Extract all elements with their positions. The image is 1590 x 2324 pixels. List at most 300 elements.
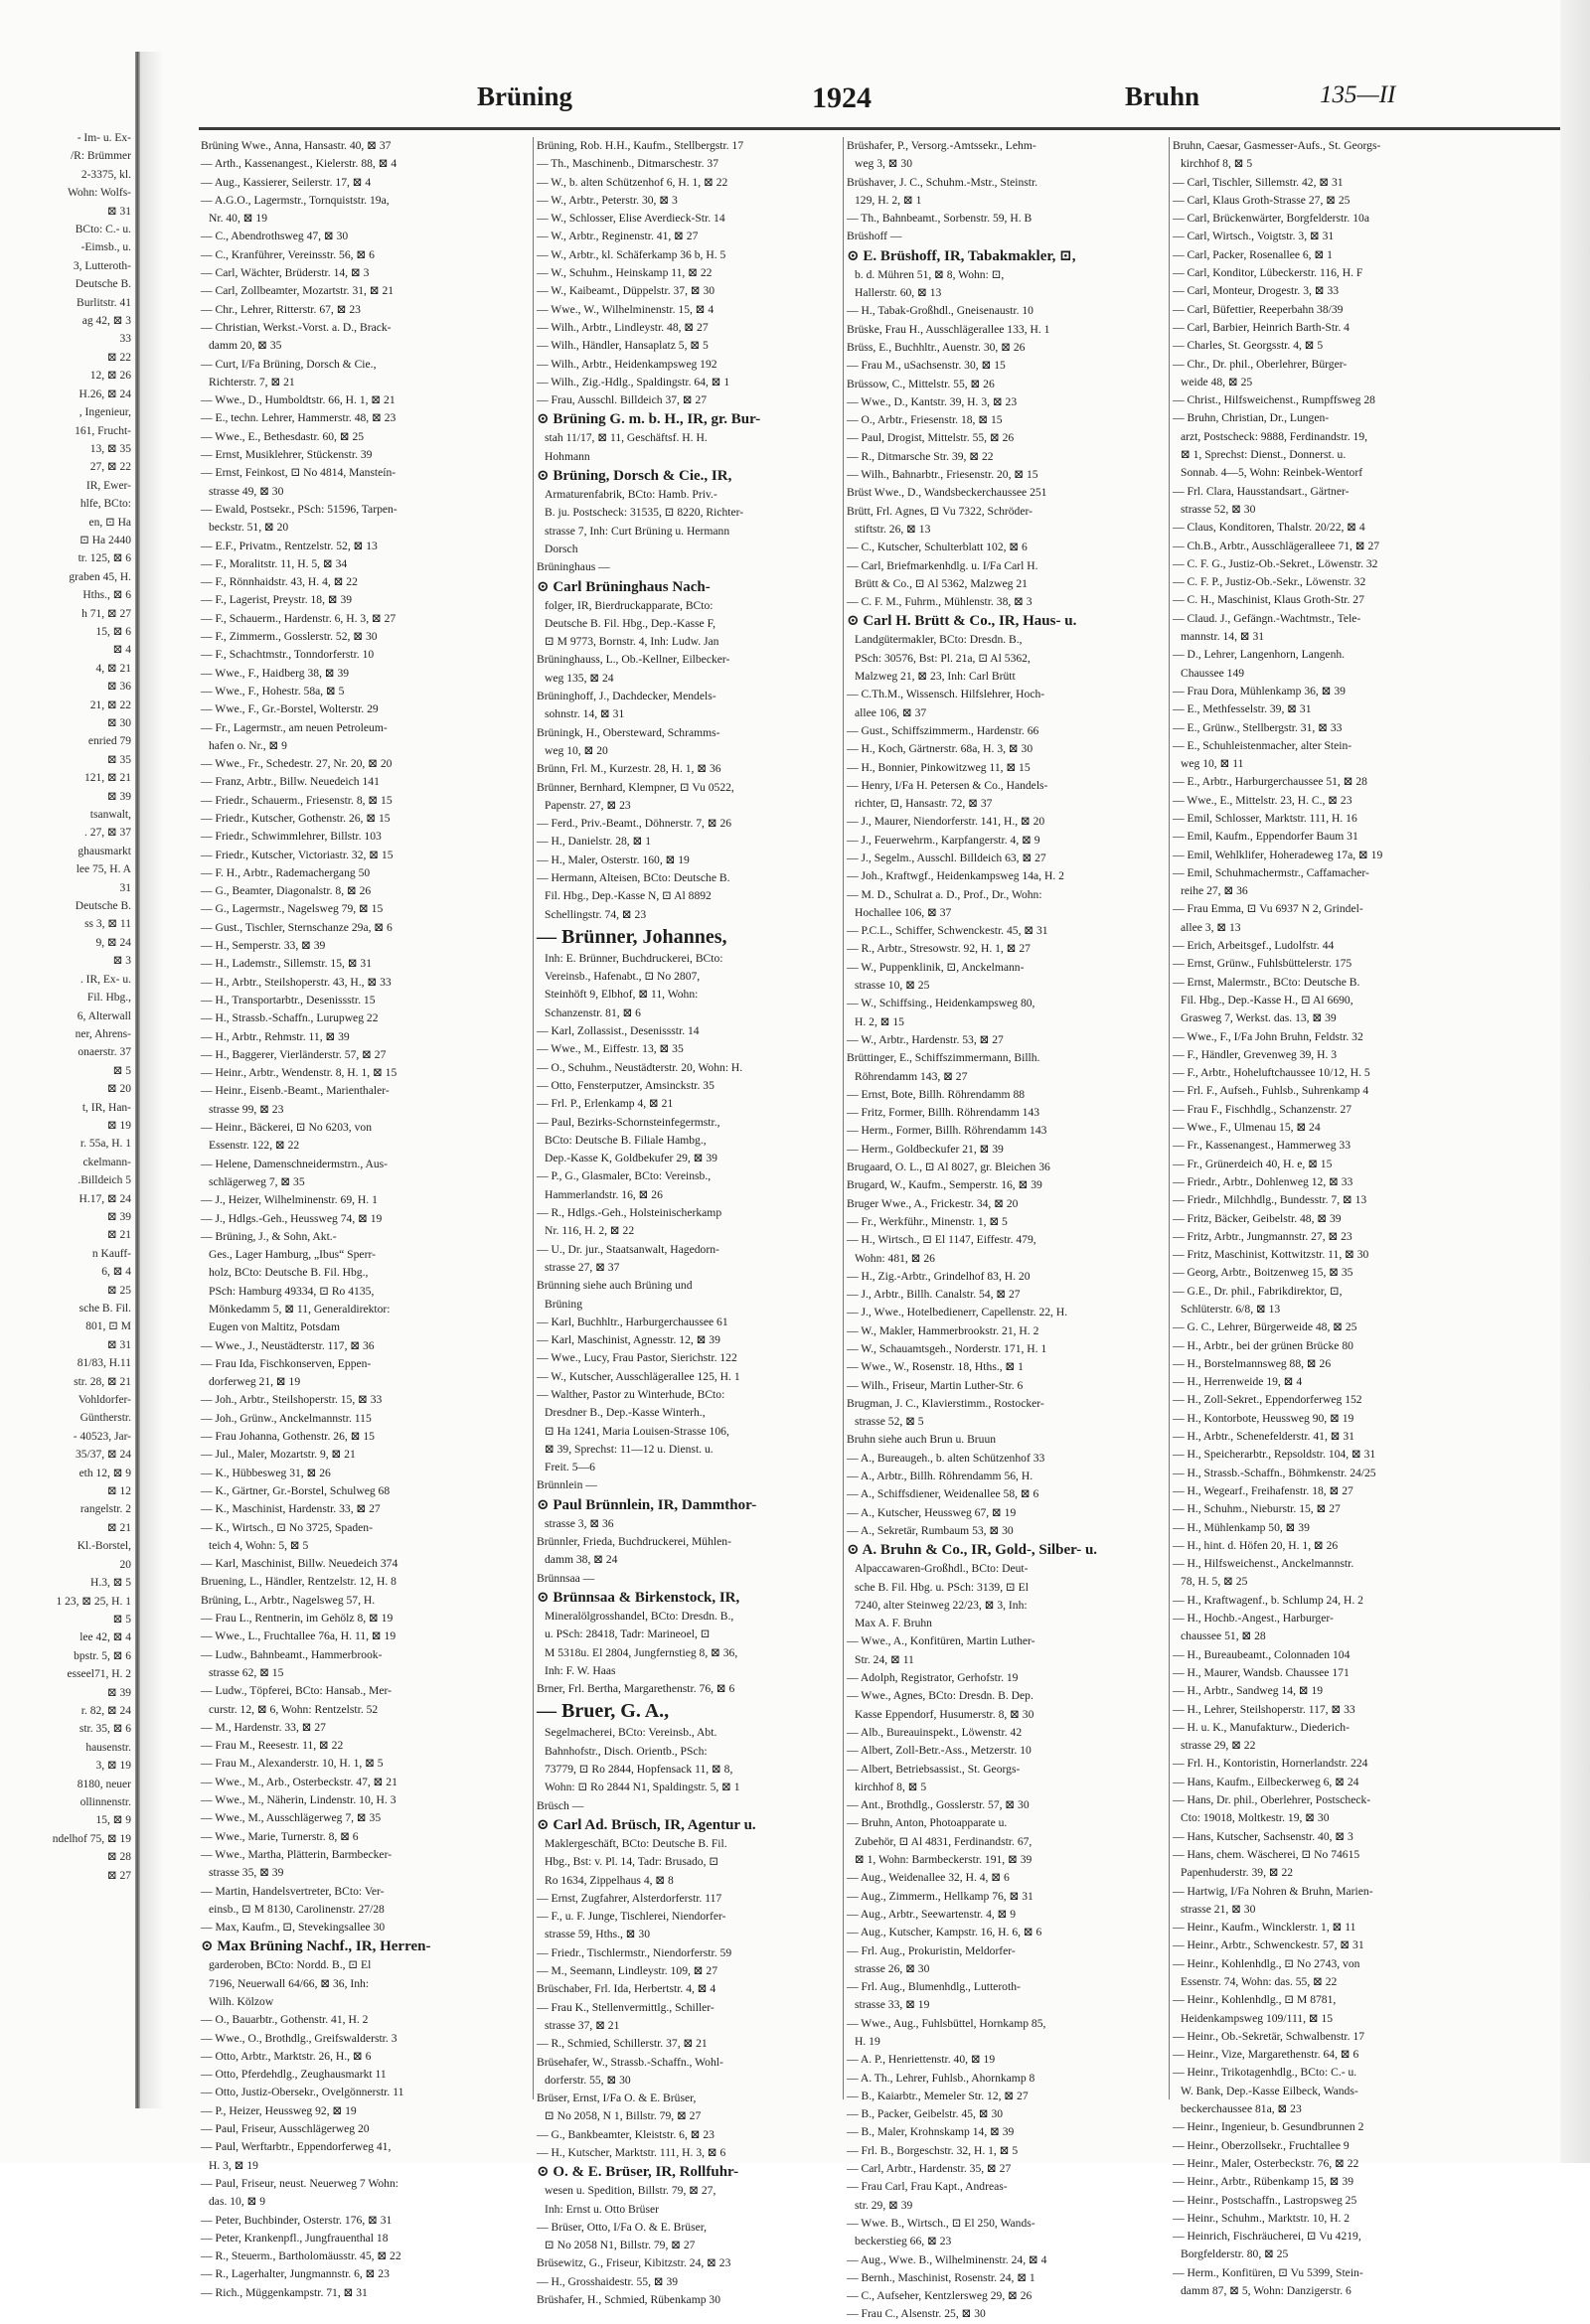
margin-line: H.26, ⊠ 24 bbox=[79, 387, 131, 400]
directory-entry-line: Brüning, Rob. H.H., Kaufm., Stellbergstr. 17 bbox=[537, 139, 744, 152]
directory-entry-line: — Frl. H., Kontoristin, Hornerlandstr. 224 bbox=[1173, 1757, 1368, 1771]
directory-entry-line: Landgütermakler, BCto: Dresdn. B., bbox=[855, 633, 1023, 647]
directory-entry-line: — H., Bureaubeamt., Colonnaden 104 bbox=[1173, 1647, 1351, 1661]
directory-entry-line: ⊙ Max Brüning Nachf., IR, Herren- bbox=[201, 1938, 431, 1955]
directory-entry-line: Brüninghoff, J., Dachdecker, Mendels- bbox=[537, 690, 716, 703]
directory-entry-line: ⊙ Carl H. Brütt & Co., IR, Haus- u. bbox=[847, 613, 1077, 630]
directory-entry-line: — F., Schauerm., Hardenstr. 6, H. 3, ⊠ 27 bbox=[201, 611, 397, 625]
directory-entry-line: Ro 1634, Zippelhaus 4, ⊠ 8 bbox=[545, 1873, 674, 1887]
directory-entry-line: Papenhuderstr. 39, ⊠ 22 bbox=[1181, 1866, 1294, 1880]
directory-entry-line: ⊙ Brüning G. m. b. H., IR, gr. Bur- bbox=[537, 411, 761, 428]
directory-entry-line: — W., Puppenklinik, ⊡, Anckelmann- bbox=[847, 960, 1025, 974]
directory-entry-line: — Henry, I/Fa H. Petersen & Co., Handels- bbox=[847, 778, 1048, 792]
directory-entry-line: Max A. F. Bruhn bbox=[855, 1617, 932, 1630]
directory-entry-line: strasse 21, ⊠ 30 bbox=[1181, 1902, 1256, 1916]
margin-line: H.3, ⊠ 5 bbox=[90, 1577, 131, 1590]
directory-entry-line: — Wwe., L., Fruchtallee 76a, H. 11, ⊠ 19 bbox=[201, 1629, 397, 1643]
directory-entry-line: u. PSch: 28418, Tadr: Marineoel, ⊡ bbox=[545, 1627, 711, 1641]
directory-entry-line: — Frau C., Alsenstr. 25, ⊠ 30 bbox=[847, 2307, 986, 2321]
directory-entry-line: Brütt & Co., ⊡ Al 5362, Malzweg 21 bbox=[855, 576, 1028, 590]
directory-entry-line: W. Bank, Dep.-Kasse Eilbeck, Wands- bbox=[1181, 2084, 1358, 2097]
directory-entry-line: — A., Arbtr., Billh. Röhrendamm 56, H. bbox=[847, 1470, 1034, 1483]
directory-entry-line: — Heinr., Postschaffn., Lastropsweg 25 bbox=[1173, 2193, 1357, 2207]
directory-entry-line: — Ferd., Priv.-Beamt., Döhnerstr. 7, ⊠ 26 bbox=[537, 817, 732, 831]
directory-entry-line: — H., Speicherarbtr., Repsoldstr. 104, ⊠ 31 bbox=[1173, 1448, 1376, 1462]
column-1 bbox=[201, 137, 529, 2299]
directory-entry-line: — Friedr., Milchhdlg., Bundesstr. 7, ⊠ 13 bbox=[1173, 1193, 1367, 1207]
directory-entry-line: — Heinr., Trikotagenhdlg., BCto: C.- u. bbox=[1173, 2066, 1357, 2080]
margin-line: ⊠ 31 bbox=[106, 1338, 131, 1351]
directory-entry-line: — H., Arbtr., bei der grünen Brücke 80 bbox=[1173, 1338, 1353, 1352]
directory-entry-line: — H., Kutscher, Marktstr. 111, H. 3, ⊠ 6 bbox=[537, 2145, 726, 2159]
directory-entry-line: — Wwe., D., Humboldtstr. 66, H. 1, ⊠ 21 bbox=[201, 393, 396, 407]
directory-entry-line: arzt, Postscheck: 9888, Ferdinandstr. 19, bbox=[1181, 429, 1368, 443]
margin-line: 35/37, ⊠ 24 bbox=[76, 1449, 131, 1462]
directory-entry-line: — Hans, Kutscher, Sachsenstr. 40, ⊠ 3 bbox=[1173, 1829, 1353, 1843]
directory-entry-line: Hohmann bbox=[545, 449, 590, 463]
directory-entry-line: — Wwe., E., Bethesdastr. 60, ⊠ 25 bbox=[201, 429, 365, 443]
directory-entry-line: Papenstr. 27, ⊠ 23 bbox=[545, 798, 631, 812]
directory-entry-line: Freit. 5—6 bbox=[545, 1461, 595, 1474]
directory-entry-line: — Aug., Arbtr., Seewartenstr. 4, ⊠ 9 bbox=[847, 1907, 1017, 1921]
directory-entry-line: 7196, Neuerwall 64/66, ⊠ 36, Inh: bbox=[209, 1976, 370, 1990]
directory-entry-line: — J., Arbtr., Billh. Canalstr. 54, ⊠ 27 bbox=[847, 1288, 1021, 1302]
margin-line: ⊠ 4 bbox=[112, 644, 131, 657]
directory-entry-line: Brüsewitz, G., Friseur, Kibitzstr. 24, ⊠ 23 bbox=[537, 2256, 731, 2270]
margin-line: - Im- u. Ex- bbox=[77, 132, 131, 144]
directory-entry-line: — C. H., Maschinist, Klaus Groth-Str. 27 bbox=[1173, 593, 1364, 607]
directory-entry-line: — Franz, Arbtr., Billw. Neuedeich 141 bbox=[201, 775, 380, 789]
directory-entry-line: — B., Kaiarbtr., Memeler Str. 12, ⊠ 27 bbox=[847, 2089, 1029, 2102]
directory-entry-line: — Frau K., Stellenvermittlg., Schiller- bbox=[537, 2000, 715, 2014]
page-number: 135—II bbox=[1320, 81, 1396, 108]
directory-entry-line: — Hans, Kaufm., Eilbeckerweg 6, ⊠ 24 bbox=[1173, 1775, 1359, 1788]
directory-entry-line: Brünner, Bernhard, Klempner, ⊡ Vu 0522, bbox=[537, 780, 734, 794]
margin-line: ss 3, ⊠ 11 bbox=[84, 918, 131, 931]
margin-line: Kl.-Borstel, bbox=[77, 1540, 131, 1553]
directory-entry-line: Brüschaber, Frl. Ida, Herbertstr. 4, ⊠ 4 bbox=[537, 1982, 716, 1996]
directory-entry-line: — K., Hübbesweg 31, ⊠ 26 bbox=[201, 1466, 331, 1479]
directory-entry-line: Fil. Hbg., Dep.-Kasse N, ⊡ Al 8892 bbox=[545, 889, 712, 903]
directory-entry-line: — Paul, Drogist, Mittelstr. 55, ⊠ 26 bbox=[847, 431, 1015, 445]
directory-entry-line: — Frl. B., Borgeschstr. 32, H. 1, ⊠ 5 bbox=[847, 2143, 1019, 2157]
directory-entry-line: strasse 7, Inh: Curt Brüning u. Hermann bbox=[545, 524, 730, 538]
margin-line: ⊠ 36 bbox=[106, 681, 131, 694]
directory-entry-line: — E., techn. Lehrer, Hammerstr. 48, ⊠ 23 bbox=[201, 411, 397, 425]
margin-line: Burlitstr. 41 bbox=[77, 296, 131, 309]
directory-entry-line: Inh: Ernst u. Otto Brüser bbox=[545, 2202, 659, 2216]
margin-line: ⊠ 27 bbox=[106, 1869, 131, 1882]
directory-entry-line: — Hans, Dr. phil., Oberlehrer, Postscheck- bbox=[1173, 1793, 1371, 1807]
directory-entry-line: — Wwe., F., Hohestr. 58a, ⊠ 5 bbox=[201, 684, 345, 697]
directory-entry-line: — Claud. J., Gefängn.-Wachtmstr., Tele- bbox=[1173, 611, 1361, 625]
directory-entry-line: — C. F. G., Justiz-Ob.-Sekret., Löwenstr. 32 bbox=[1173, 556, 1378, 570]
directory-entry-line: ⊠ 1, Wohn: Barmbeckerstr. 191, ⊠ 39 bbox=[855, 1853, 1033, 1867]
directory-entry-line: — W., Arbtr., Reginenstr. 41, ⊠ 27 bbox=[537, 230, 699, 243]
directory-entry-line: — Jul., Maler, Mozartstr. 9, ⊠ 21 bbox=[201, 1448, 356, 1462]
directory-entry-line: — Paul, Friseur, Ausschlägerweg 20 bbox=[201, 2122, 370, 2136]
directory-entry-line: Brüser, Ernst, I/Fa O. & E. Brüser, bbox=[537, 2092, 697, 2105]
directory-entry-line: — Wilh., Arbtr., Lindleystr. 48, ⊠ 27 bbox=[537, 320, 709, 334]
directory-entry-line: Wohn: ⊡ Ro 2844 N1, Spaldingstr. 5, ⊠ 1 bbox=[545, 1781, 740, 1794]
directory-entry-line: Chaussee 149 bbox=[1181, 666, 1245, 680]
directory-entry-line: — Wwe., F., Haidberg 38, ⊠ 39 bbox=[201, 666, 350, 680]
margin-line: ⊠ 20 bbox=[106, 1083, 131, 1096]
directory-entry-line: dorferstr. 55, ⊠ 30 bbox=[545, 2073, 631, 2087]
directory-entry-line: weg 135, ⊠ 24 bbox=[545, 671, 614, 685]
header-left-keyword: Brüning bbox=[477, 81, 573, 111]
directory-entry-line: 78, H. 5, ⊠ 25 bbox=[1181, 1575, 1248, 1589]
gutter-shadow bbox=[140, 52, 164, 2108]
directory-entry-line: — H., Maurer, Wandsb. Chaussee 171 bbox=[1173, 1665, 1350, 1679]
header-right-keyword: Bruhn bbox=[1125, 81, 1200, 111]
directory-entry-line: — Frl. Clara, Hausstandsart., Gärtner- bbox=[1173, 484, 1350, 498]
margin-line: ⊠ 30 bbox=[106, 717, 131, 729]
margin-line: ⊠ 25 bbox=[106, 1284, 131, 1297]
directory-entry-line: — B., Maler, Krohnskamp 14, ⊠ 39 bbox=[847, 2125, 1015, 2139]
directory-entry-line: — Fritz, Bäcker, Geibelstr. 48, ⊠ 39 bbox=[1173, 1211, 1342, 1225]
directory-entry-line: dorferweg 21, ⊠ 19 bbox=[209, 1375, 301, 1389]
directory-entry-line: — E., Grünw., Stellbergstr. 31, ⊠ 33 bbox=[1173, 720, 1343, 734]
directory-entry-line: — H., Hilfsweichenst., Anckelmannstr. bbox=[1173, 1557, 1354, 1571]
margin-line: Deutsche B. bbox=[75, 278, 131, 291]
directory-entry-line: B. ju. Postscheck: 31535, ⊡ 8220, Richter- bbox=[545, 506, 744, 520]
directory-entry-line: — H., Bonnier, Pinkowitzweg 11, ⊠ 15 bbox=[847, 760, 1031, 774]
directory-entry-line: — Ernst, Malermstr., BCto: Deutsche B. bbox=[1173, 975, 1360, 989]
directory-entry-line: — W., Arbtr., Peterstr. 30, ⊠ 3 bbox=[537, 193, 678, 207]
directory-entry-line: — H., Koch, Gärtnerstr. 68a, H. 3, ⊠ 30 bbox=[847, 742, 1034, 756]
directory-entry-line: — G., Lagermstr., Nagelsweg 79, ⊠ 15 bbox=[201, 902, 384, 916]
directory-entry-line: Dresdner B., Dep.-Kasse Winterh., bbox=[545, 1406, 706, 1420]
margin-line: rangelstr. 2 bbox=[80, 1503, 131, 1516]
directory-entry-line: — D., Lehrer, Langenhorn, Langenh. bbox=[1173, 648, 1346, 662]
directory-entry-line: — Emil, Kaufm., Eppendorfer Baum 31 bbox=[1173, 830, 1358, 844]
directory-entry-line: — H., Wirtsch., ⊡ El 1147, Eiffestr. 479, bbox=[847, 1233, 1036, 1247]
directory-entry-line: — Hartwig, I/Fa Nohren & Bruhn, Marien- bbox=[1173, 1884, 1373, 1898]
directory-entry-line: — W., Arbtr., kl. Schäferkamp 36 b, H. 5 bbox=[537, 247, 726, 261]
column-divider bbox=[533, 137, 534, 2099]
margin-line: Vohldorfer- bbox=[78, 1394, 131, 1407]
directory-entry-line: — Frau Johanna, Gothenstr. 26, ⊠ 15 bbox=[201, 1430, 375, 1444]
directory-entry-line: — R., Ditmarsche Str. 39, ⊠ 22 bbox=[847, 449, 994, 463]
margin-line: r. 55a, H. 1 bbox=[80, 1138, 131, 1151]
directory-entry-line: — Frau F., Fischhdlg., Schanzenstr. 27 bbox=[1173, 1102, 1352, 1116]
directory-entry-line: — Aug., Kassierer, Seilerstr. 17, ⊠ 4 bbox=[201, 175, 372, 189]
directory-entry-line: strasse 26, ⊠ 30 bbox=[855, 1961, 930, 1975]
directory-entry-line: Brüsch — bbox=[537, 1798, 584, 1812]
directory-entry-line: — Ewald, Postsekr., PSch: 51596, Tarpen- bbox=[201, 502, 398, 516]
directory-entry-line: — Emil, Wehlklifer, Hoheradeweg 17a, ⊠ 19 bbox=[1173, 848, 1383, 861]
margin-line: . 27, ⊠ 37 bbox=[83, 827, 131, 840]
directory-entry-line: Alpaccawaren-Großhdl., BCto: Deut- bbox=[855, 1562, 1029, 1576]
directory-entry-line: weg 10, ⊠ 11 bbox=[1181, 757, 1244, 771]
directory-entry-line: — G., Beamter, Diagonalstr. 8, ⊠ 26 bbox=[201, 884, 372, 898]
directory-entry-line: — W., Schuhm., Heinskamp 11, ⊠ 22 bbox=[537, 266, 713, 280]
directory-entry-line: — Wwe., F., Ulmenau 15, ⊠ 24 bbox=[1173, 1121, 1321, 1135]
margin-line: lee 75, H. A bbox=[76, 863, 131, 876]
margin-line: ghausmarkt bbox=[78, 845, 131, 857]
directory-entry-line: — Chr., Dr. phil., Oberlehrer, Bürger- bbox=[1173, 357, 1348, 371]
margin-line: str. 35, ⊠ 6 bbox=[79, 1723, 131, 1736]
directory-entry-line: — Wwe. B., Wirtsch., ⊡ El 250, Wands- bbox=[847, 2216, 1035, 2230]
header-year: 1924 bbox=[812, 81, 872, 114]
directory-entry-line: — Wwe., Aug., Fuhlsbüttel, Hornkamp 85, bbox=[847, 2016, 1046, 2030]
column-divider bbox=[1169, 137, 1170, 2099]
margin-line: 6, Alterwall bbox=[77, 1009, 131, 1022]
margin-line: 33 bbox=[119, 333, 131, 346]
directory-entry-line: — F., Arbtr., Hoheluftchaussee 10/12, H. 5 bbox=[1173, 1066, 1370, 1080]
margin-line: Fil. Hbg., bbox=[86, 992, 131, 1005]
directory-entry-line: Nr. 40, ⊠ 19 bbox=[209, 212, 267, 226]
directory-entry-line: — Heinrich, Fischräucherei, ⊡ Vu 4219, bbox=[1173, 2230, 1361, 2244]
directory-entry-line: — M. D., Schulrat a. D., Prof., Dr., Wohn: bbox=[847, 887, 1042, 901]
directory-entry-line: — Wwe., Martha, Plätterin, Barmbecker- bbox=[201, 1847, 393, 1861]
directory-entry-line: — Th., Maschinenb., Ditmarschestr. 37 bbox=[537, 157, 719, 171]
directory-entry-line: — Aug., Wwe. B., Wilhelminenstr. 24, ⊠ 4 bbox=[847, 2252, 1047, 2266]
margin-line: onaerstr. 37 bbox=[78, 1046, 131, 1059]
directory-entry-line: einsb., ⊡ M 8130, Carolinenstr. 27/28 bbox=[209, 1902, 385, 1916]
directory-entry-line: — W., b. alten Schützenhof 6, H. 1, ⊠ 22 bbox=[537, 175, 728, 189]
margin-line: bpstr. 5, ⊠ 6 bbox=[74, 1649, 131, 1662]
directory-entry-line: ⊠ 1, Sprechst: Dienst., Donnerst. u. bbox=[1181, 448, 1347, 462]
directory-entry-line: — Emil, Schlosser, Marktstr. 111, H. 16 bbox=[1173, 811, 1357, 825]
directory-entry-line: strasse 37, ⊠ 21 bbox=[545, 2018, 620, 2032]
directory-entry-line: H. 19 bbox=[855, 2034, 880, 2048]
margin-line: ag 42, ⊠ 3 bbox=[81, 315, 131, 328]
directory-entry-line: Nr. 116, H. 2, ⊠ 22 bbox=[545, 1224, 635, 1238]
directory-entry-line: — W., Kutscher, Ausschlägerallee 125, H. 1 bbox=[537, 1369, 740, 1383]
directory-entry-line: Brner, Frl. Bertha, Margarethenstr. 76, ⊠ 6 bbox=[537, 1682, 735, 1696]
directory-entry-line: — J., Heizer, Wilhelminenstr. 69, H. 1 bbox=[201, 1193, 378, 1207]
directory-entry-line: Brugard, W., Kaufm., Semperstr. 16, ⊠ 39 bbox=[847, 1178, 1042, 1192]
directory-entry-line: — Herm., Goldbeckufer 21, ⊠ 39 bbox=[847, 1142, 1004, 1156]
directory-entry-line: — H., Borstelmannsweg 88, ⊠ 26 bbox=[1173, 1356, 1332, 1370]
margin-line: 12, ⊠ 26 bbox=[89, 370, 131, 383]
margin-line: ⊠ 5 bbox=[112, 1064, 131, 1077]
directory-entry-line: — H. u. K., Manufakturw., Diederich- bbox=[1173, 1720, 1350, 1734]
directory-entry-line: — Heinr., Arbtr., Rübenkamp 15, ⊠ 39 bbox=[1173, 2175, 1353, 2189]
directory-entry-line: strasse 27, ⊠ 37 bbox=[545, 1260, 620, 1274]
directory-entry-line: — Otto, Justiz-Obersekr., Ovelgönnerstr. 11 bbox=[201, 2086, 404, 2099]
margin-line: r. 82, ⊠ 24 bbox=[80, 1704, 131, 1717]
directory-entry-line: wesen u. Spedition, Billstr. 79, ⊠ 27, bbox=[545, 2184, 716, 2198]
directory-entry-line: — Wwe., D., Kantstr. 39, H. 3, ⊠ 23 bbox=[847, 394, 1018, 408]
directory-entry-line: — Carl, Barbier, Heinrich Barth-Str. 4 bbox=[1173, 320, 1350, 334]
directory-entry-line: — Frau L., Rentnerin, im Gehölz 8, ⊠ 19 bbox=[201, 1612, 394, 1626]
directory-entry-line: — Karl, Zollassist., Desenissstr. 14 bbox=[537, 1024, 700, 1038]
directory-entry-line: damm 87, ⊠ 5, Wohn: Danzigerstr. 6 bbox=[1181, 2284, 1352, 2298]
directory-entry-line: — Wwe., F., I/Fa John Bruhn, Feldstr. 32 bbox=[1173, 1029, 1363, 1043]
directory-entry-line: Bruening, L., Händler, Rentzelstr. 12, H. 8 bbox=[201, 1575, 397, 1589]
directory-entry-line: — Carl, Wächter, Brüderstr. 14, ⊠ 3 bbox=[201, 266, 370, 280]
directory-entry-line: ⊡ No 2058, N 1, Billstr. 79, ⊠ 27 bbox=[545, 2109, 702, 2123]
directory-entry-line: — Carl, Briefmarkenhdlg. u. I/Fa Carl H. bbox=[847, 558, 1038, 572]
directory-entry-line: schlägerweg 7, ⊠ 35 bbox=[209, 1174, 305, 1188]
directory-entry-line: Heidenkampsweg 109/111, ⊠ 15 bbox=[1181, 2011, 1334, 2025]
directory-entry-line: — Frau Carl, Frau Kapt., Andreas- bbox=[847, 2180, 1008, 2194]
directory-entry-line: — Friedr., Schwimmlehrer, Billstr. 103 bbox=[201, 830, 382, 844]
directory-entry-line: Brüshoff — bbox=[847, 230, 902, 243]
directory-entry-line: 129, H. 2, ⊠ 1 bbox=[855, 193, 922, 207]
directory-entry-line: beckerstieg 66, ⊠ 23 bbox=[855, 2235, 952, 2248]
directory-entry-line: — Karl, Maschinist, Billw. Neuedeich 374 bbox=[201, 1557, 398, 1571]
margin-line: eth 12, ⊠ 9 bbox=[79, 1467, 131, 1479]
directory-entry-line: — Ludw., Töpferei, BCto: Hansab., Mer- bbox=[201, 1684, 392, 1698]
directory-entry-line: — P., Heizer, Heussweg 92, ⊠ 19 bbox=[201, 2103, 357, 2117]
directory-entry-line: — Friedr., Kutscher, Gothenstr. 26, ⊠ 15 bbox=[201, 811, 391, 825]
margin-line: t, IR, Han- bbox=[81, 1101, 131, 1114]
directory-entry-line: str. 29, ⊠ 39 bbox=[855, 2198, 913, 2212]
margin-line: ⊠ 3 bbox=[112, 955, 131, 968]
margin-line: 8180, neuer bbox=[77, 1778, 131, 1790]
directory-entry-line: PSch: Hamburg 49334, ⊡ Ro 4135, bbox=[209, 1284, 375, 1298]
directory-entry-line: — Frl. Aug., Prokuristin, Meldorfer- bbox=[847, 1943, 1016, 1957]
margin-line: 20 bbox=[119, 1558, 131, 1571]
directory-entry-line: — Wwe., M., Näherin, Lindenstr. 10, H. 3 bbox=[201, 1793, 397, 1807]
directory-entry-line: — Fr., Lagermstr., am neuen Petroleum- bbox=[201, 720, 388, 734]
margin-line: tsanwalt, bbox=[89, 809, 131, 822]
margin-line: Wohn: Wolfs- bbox=[67, 187, 131, 200]
directory-entry-line: — Fritz, Former, Billh. Röhrendamm 143 bbox=[847, 1106, 1040, 1120]
directory-entry-line: — F., u. F. Junge, Tischlerei, Niendorfer- bbox=[537, 1910, 726, 1924]
directory-entry-line: — Carl, Monteur, Drogestr. 3, ⊠ 33 bbox=[1173, 284, 1340, 298]
directory-entry-line: curstr. 12, ⊠ 6, Wohn: Rentzelstr. 52 bbox=[209, 1702, 379, 1716]
margin-line: ollinnenstr. bbox=[80, 1795, 131, 1808]
directory-entry-line: Kasse Eppendorf, Husumerstr. 8, ⊠ 30 bbox=[855, 1707, 1034, 1721]
directory-entry-line: — Heinr., Ingenieur, b. Gesundbrunnen 2 bbox=[1173, 2120, 1364, 2134]
directory-entry-line: — Frl. Aug., Blumenhdlg., Lutteroth- bbox=[847, 1980, 1021, 1994]
directory-entry-line: — Th., Bahnbeamt., Sorbenstr. 59, H. B bbox=[847, 212, 1033, 226]
directory-entry-line: Brünning siehe auch Brüning und bbox=[537, 1279, 693, 1293]
directory-entry-line: — Frl. P., Erlenkamp 4, ⊠ 21 bbox=[537, 1097, 674, 1111]
directory-entry-line: — Wwe., M., Eiffestr. 13, ⊠ 35 bbox=[537, 1042, 684, 1056]
directory-entry-line: Schanzenstr. 81, ⊠ 6 bbox=[545, 1006, 641, 1019]
directory-entry-line: holz, BCto: Deutsche B. Fil. Hbg., bbox=[209, 1266, 369, 1280]
directory-entry-line: — H., Kontorbote, Heussweg 90, ⊠ 19 bbox=[1173, 1411, 1354, 1425]
directory-entry-line: — Heinr., Schuhm., Marktstr. 10, H. 2 bbox=[1173, 2211, 1351, 2225]
directory-entry-line: — Frau Emma, ⊡ Vu 6937 N 2, Grindel- bbox=[1173, 902, 1363, 916]
directory-entry-line: — Wwe., J., Neustädterstr. 117, ⊠ 36 bbox=[201, 1338, 375, 1352]
directory-entry-line: — U., Dr. jur., Staatsanwalt, Hagedorn- bbox=[537, 1242, 719, 1256]
directory-entry-line: — Albert, Betriebsassist., St. Georgs- bbox=[847, 1762, 1021, 1776]
margin-line: hausenstr. bbox=[85, 1741, 131, 1754]
directory-entry-line: strasse 29, ⊠ 22 bbox=[1181, 1739, 1256, 1753]
directory-entry-line: Fil. Hbg., Dep.-Kasse H., ⊡ Al 6690, bbox=[1181, 993, 1353, 1007]
margin-line: n Kauff- bbox=[91, 1247, 131, 1260]
directory-entry-line: — A. P., Henriettenstr. 40, ⊠ 19 bbox=[847, 2053, 996, 2067]
directory-entry-line: — W., Schiffsing., Heidenkampsweg 80, bbox=[847, 997, 1035, 1010]
directory-entry-line: — C. F. M., Fuhrm., Mühlenstr. 38, ⊠ 3 bbox=[847, 595, 1033, 609]
directory-entry-line: strasse 62, ⊠ 15 bbox=[209, 1665, 284, 1679]
margin-line: 3, Lutteroth- bbox=[73, 259, 131, 272]
directory-entry-line: — W., Arbtr., Hardenstr. 53, ⊠ 27 bbox=[847, 1032, 1004, 1046]
directory-entry-line: — Carl, Brückenwärter, Borgfelderstr. 10a bbox=[1173, 212, 1369, 226]
directory-entry-line: Brüshafer, P., Versorg.-Amtssekr., Lehm- bbox=[847, 139, 1036, 152]
directory-entry-line: — H., Hochb.-Angest., Harburger- bbox=[1173, 1612, 1334, 1626]
directory-entry-line: — Herm., Konfitüren, ⊡ Vu 5399, Stein- bbox=[1173, 2265, 1363, 2279]
directory-entry-line: — Peter, Buchbinder, Osterstr. 176, ⊠ 31 bbox=[201, 2213, 393, 2227]
directory-entry-line: — Heinr., Bäckerei, ⊡ No 6203, von bbox=[201, 1121, 372, 1135]
directory-entry-line: — H., Mühlenkamp 50, ⊠ 39 bbox=[1173, 1520, 1310, 1534]
directory-entry-line: — A.G.O., Lagermstr., Tornquiststr. 19a, bbox=[201, 193, 390, 207]
directory-entry-line: — Bernh., Maschinist, Rosenstr. 24, ⊠ 1 bbox=[847, 2270, 1035, 2284]
directory-entry-line: — Heinr., Arbtr., Wendenstr. 8, H. 1, ⊠ 15 bbox=[201, 1066, 398, 1080]
margin-line: graben 45, H. bbox=[69, 570, 131, 583]
directory-entry-line: — Frau Ida, Fischkonserven, Eppen- bbox=[201, 1356, 372, 1370]
directory-entry-line: — A., Schiffsdiener, Weidenallee 58, ⊠ 6 bbox=[847, 1487, 1039, 1501]
directory-entry-line: — H., Strassb.-Schaffn., Lurupweg 22 bbox=[201, 1011, 379, 1025]
column-3 bbox=[847, 137, 1167, 2321]
directory-entry-line: strasse 49, ⊠ 30 bbox=[209, 484, 284, 498]
margin-line: .Billdeich 5 bbox=[78, 1174, 131, 1187]
margin-line: ⊠ 39 bbox=[106, 790, 131, 803]
margin-line: 15, ⊠ 9 bbox=[95, 1814, 131, 1827]
directory-entry-line: — Bruhn, Anton, Photoapparate u. bbox=[847, 1816, 1008, 1830]
directory-entry-line: — H., Wegearf., Freihafenstr. 18, ⊠ 27 bbox=[1173, 1483, 1353, 1497]
directory-entry-line: — Alb., Bureauinspekt., Löwenstr. 42 bbox=[847, 1725, 1023, 1739]
directory-entry-line: Richterstr. 7, ⊠ 21 bbox=[209, 375, 295, 388]
directory-entry-line: — E., Arbtr., Harburgerchaussee 51, ⊠ 28 bbox=[1173, 775, 1367, 789]
directory-entry-line: M 5318u. El 2804, Jungfernstieg 8, ⊠ 36, bbox=[545, 1645, 738, 1659]
directory-entry-line: Eugen von Maltitz, Potsdam bbox=[209, 1320, 341, 1334]
directory-entry-line: Brugaard, O. L., ⊡ Al 8027, gr. Bleichen 36 bbox=[847, 1161, 1050, 1174]
directory-entry-line: Maklergeschäft, BCto: Deutsche B. Fil. bbox=[545, 1836, 727, 1850]
directory-entry-line: Schellingstr. 74, ⊠ 23 bbox=[545, 907, 647, 921]
directory-entry-line: Bruhn, Caesar, Gasmesser-Aufs., St. Georgs- bbox=[1173, 139, 1381, 152]
directory-entry-line: — Gust., Schiffszimmerm., Hardenstr. 66 bbox=[847, 723, 1039, 737]
margin-line: ⊠ 21 bbox=[106, 1521, 131, 1534]
directory-entry-line: weide 48, ⊠ 25 bbox=[1181, 375, 1253, 388]
directory-entry-line: — Heinr., Vize, Margarethenstr. 64, ⊠ 6 bbox=[1173, 2048, 1359, 2062]
margin-line: 2-3375, kl. bbox=[80, 168, 131, 181]
directory-entry-line: beckerchaussee 81a, ⊠ 23 bbox=[1181, 2102, 1302, 2116]
margin-line: . IR, Ex- u. bbox=[80, 973, 131, 986]
margin-line: ⊠ 19 bbox=[106, 1119, 131, 1132]
directory-entry-line: — J., Wwe., Hotelbedienerr, Capellenstr. 22, H. bbox=[847, 1306, 1068, 1319]
directory-entry-line: ⊙ Carl Ad. Brüsch, IR, Agentur u. bbox=[537, 1816, 756, 1833]
directory-entry-line: Sonnab. 4—5, Wohn: Reinbek-Wentorf bbox=[1181, 466, 1363, 480]
directory-entry-line: Brünnler, Frieda, Buchdruckerei, Mühlen- bbox=[537, 1535, 731, 1549]
directory-entry-line: Brüske, Frau H., Ausschlägerallee 133, H. 1 bbox=[847, 322, 1050, 336]
directory-entry-line: Hbg., Bst: v. Pl. 14, Tadr: Brusado, ⊡ bbox=[545, 1855, 719, 1869]
directory-entry-line: — Chr., Lehrer, Ritterstr. 67, ⊠ 23 bbox=[201, 302, 361, 316]
directory-entry-line: Cto: 19018, Moltkestr. 19, ⊠ 30 bbox=[1181, 1811, 1330, 1825]
directory-entry-line: Brütt, Frl. Agnes, ⊡ Vu 7322, Schröder- bbox=[847, 504, 1033, 518]
directory-entry-line: — Heinr., Eisenb.-Beamt., Marienthaler- bbox=[201, 1084, 390, 1098]
margin-line: sche B. Fil. bbox=[79, 1303, 131, 1315]
directory-entry-line: — W., Kaibeamt., Düppelstr. 37, ⊠ 30 bbox=[537, 284, 716, 298]
directory-entry-line: Brünnsaa — bbox=[537, 1571, 595, 1585]
margin-line: ⊠ 21 bbox=[106, 1229, 131, 1242]
margin-line: 6, ⊠ 4 bbox=[101, 1266, 131, 1279]
directory-entry-line: — P.C.L., Schiffer, Schwenckestr. 45, ⊠ 31 bbox=[847, 924, 1048, 938]
directory-entry-line: Bruhn siehe auch Brun u. Bruun bbox=[847, 1433, 997, 1447]
directory-entry-line: — Heinr., Kohlenhdlg., ⊡ M 8781, bbox=[1173, 1993, 1337, 2007]
directory-entry-line: — J., Maurer, Niendorferstr. 141, H., ⊠ 20 bbox=[847, 815, 1045, 829]
directory-entry-line: teich 4, Wohn: 5, ⊠ 5 bbox=[209, 1538, 309, 1552]
directory-entry-line: — Frau M., Alexanderstr. 10, H. 1, ⊠ 5 bbox=[201, 1757, 384, 1771]
directory-entry-line: — G., Bankbeamter, Kleiststr. 6, ⊠ 23 bbox=[537, 2127, 715, 2141]
margin-line: ⊠ 28 bbox=[106, 1851, 131, 1864]
margin-line: ckelmann- bbox=[82, 1156, 131, 1168]
column-4 bbox=[1173, 137, 1555, 2298]
directory-entry-line: — Wilh., Zig.-Hdlg., Spaldingstr. 64, ⊠ 1 bbox=[537, 375, 730, 388]
directory-entry-line: — Walther, Pastor zu Winterhude, BCto: bbox=[537, 1388, 725, 1401]
margin-line: 161, Frucht- bbox=[75, 424, 131, 437]
directory-entry-line: — Albert, Zoll-Betr.-Ass., Metzerstr. 10 bbox=[847, 1744, 1032, 1758]
directory-entry-line: reihe 27, ⊠ 36 bbox=[1181, 884, 1248, 898]
margin-line: ⊠ 39 bbox=[106, 1210, 131, 1223]
